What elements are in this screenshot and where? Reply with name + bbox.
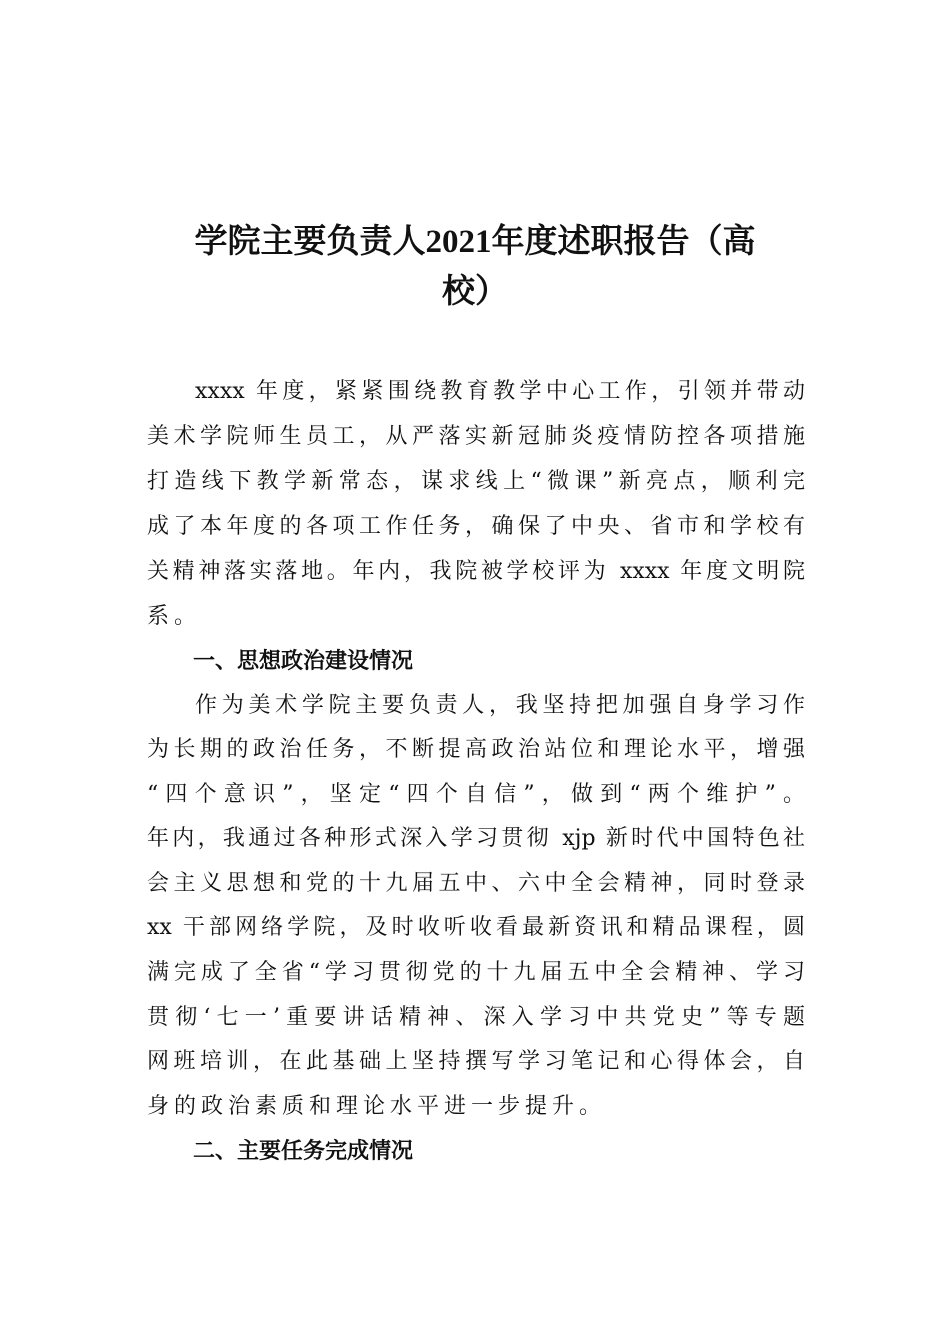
text-line: 为长期的政治任务，不断提高政治站位和理论水平，增强 xyxy=(147,737,805,762)
text-line: 贯彻‘七一’重要讲话精神、深入学习中共党史”等专题 xyxy=(147,1005,805,1030)
text-line: 美术学院师生员工，从严落实新冠肺炎疫情防控各项措施 xyxy=(147,424,805,449)
text-line: “四个意识”，坚定“四个自信”，做到“两个维护”。 xyxy=(147,782,805,807)
text-line: 作为美术学院主要负责人，我坚持把加强自身学习作 xyxy=(195,693,805,718)
title-line-1: 学院主要负责人2021年度述职报告（高 xyxy=(194,224,756,260)
text-line: 关精神落实落地。年内，我院被学校评为 xxxx 年度文明院 xyxy=(147,559,805,584)
text-line: 系。 xyxy=(147,604,202,629)
text-line: 打造线下教学新常态，谋求线上“微课”新亮点，顺利完 xyxy=(147,469,805,494)
text-line: 网班培训，在此基础上坚持撰写学习笔记和心得体会，自 xyxy=(147,1049,805,1074)
text-line: 成了本年度的各项工作任务，确保了中央、省市和学校有 xyxy=(147,514,805,539)
text-line: 会主义思想和党的十九届五中、六中全会精神，同时登录 xyxy=(147,871,805,896)
text-line: 满完成了全省“学习贯彻党的十九届五中全会精神、学习 xyxy=(147,960,805,985)
section-heading-2: 二、主要任务完成情况 xyxy=(193,1139,414,1164)
text-line: 身的政治素质和理论水平进一步提升。 xyxy=(147,1094,607,1119)
section-heading-1: 一、思想政治建设情况 xyxy=(193,649,414,674)
text-line: xx 干部网络学院，及时收听收看最新资讯和精品课程，圆 xyxy=(147,915,805,940)
text-line: 年内，我通过各种形式深入学习贯彻 xjp 新时代中国特色社 xyxy=(147,826,805,851)
text-line: xxxx 年度，紧紧围绕教育教学中心工作，引领并带动 xyxy=(195,379,805,404)
title-line-2: 校） xyxy=(442,274,508,310)
